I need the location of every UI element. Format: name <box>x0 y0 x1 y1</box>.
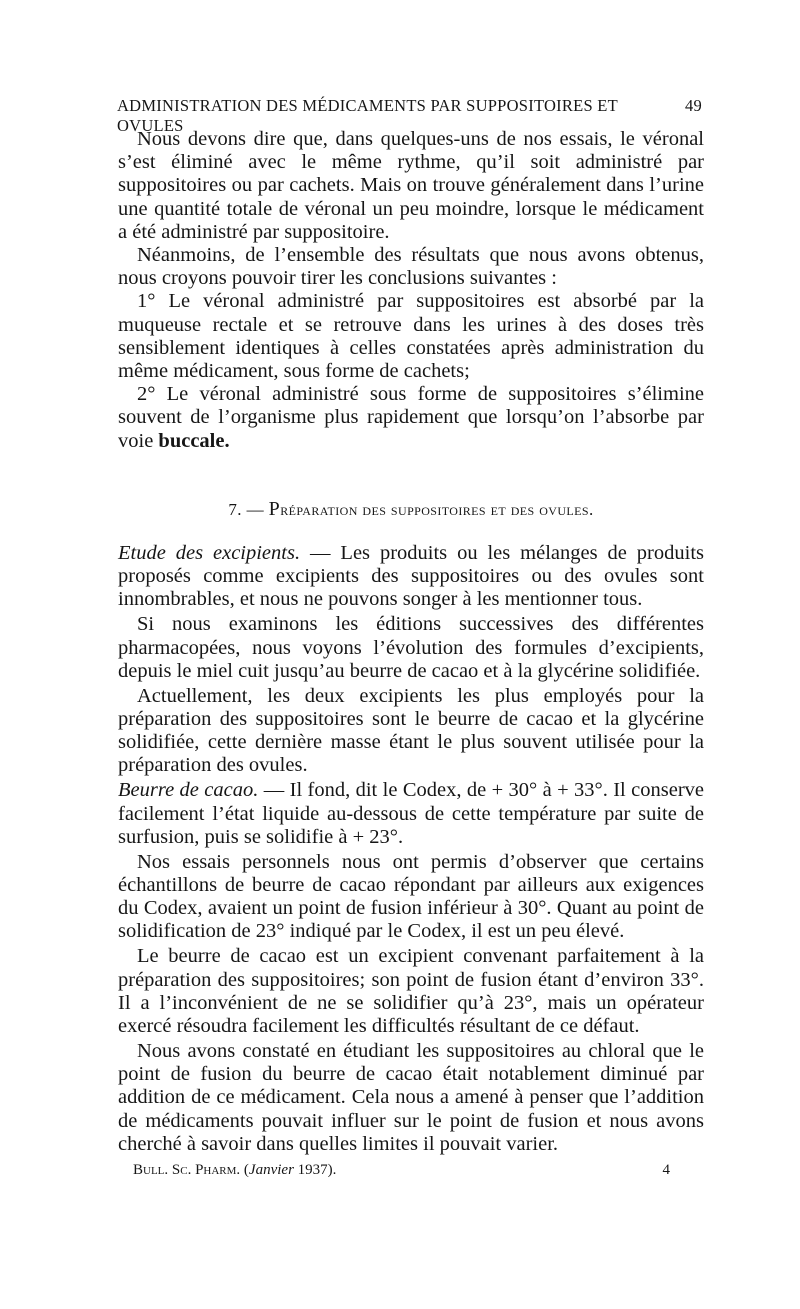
page-number: 49 <box>685 96 702 115</box>
paragraph <box>118 383 704 453</box>
journal-name: Bull. Sc. Pharm. <box>133 1162 241 1178</box>
paragraph-text: 2° Le véronal administré sous forme de suppositoires s’élimine souvent de l’organisme plus rapidement que lorsqu’on l’absorbe par voie <box>118 383 704 452</box>
paragraph-text: — Les produits ou les mélanges de produits proposés comme excipients des suppositoires ou des ovules sont innombrables, et nous ne pouvons songer à les mentionner tous. <box>118 542 704 611</box>
paragraph <box>118 779 704 849</box>
section-title: réparation des suppositoires et des ovules. <box>280 500 594 519</box>
subheading: Etude des excipients. <box>118 542 301 564</box>
paragraph: Le beurre de cacao est un excipient convenant parfaitement à la préparation des suppositoires; son point de fusion étant d’environ 33°. Il a l’inconvénient de ne se solidifier qu’à 23°, mais un opérateur exercé résoudra facilement les difficultés résultant de ce défaut. <box>118 945 704 1038</box>
section-title-initial: P <box>268 498 281 520</box>
paragraph: Si nous examinons les éditions successives des différentes pharmacopées, nous voyons l’évolution des formules d’excipients, depuis le miel cuit jusqu’au beurre de cacao et à la glycérine solidifiée. <box>118 613 704 682</box>
paragraph <box>118 542 704 612</box>
bold-word: buccale. <box>158 429 230 452</box>
paragraph: Actuellement, les deux excipients les plus employés pour la préparation des suppositoires sont le beurre de cacao et la glycérine solidifiée, cette dernière masse étant le plus souvent utilisée pour la préparation des ovules. <box>118 684 704 777</box>
issue-month: Janvier <box>248 1162 294 1178</box>
excipients-section <box>118 542 704 1158</box>
journal-citation <box>133 1162 336 1179</box>
paragraph: 1° Le véronal administré par suppositoires est absorbé par la muqueuse rectale et se retrouve dans les urines à des doses très sensiblement identiques à celles constatées après administration du même médicament, sous forme de cachets; <box>118 290 704 383</box>
section-number: 7. — <box>228 500 264 519</box>
conclusions-section <box>118 128 704 453</box>
date-paren: ( <box>243 1162 249 1178</box>
section-heading <box>118 498 704 521</box>
issue-year: 1937). <box>293 1162 337 1178</box>
paragraph: Nous avons constaté en étudiant les suppositoires au chloral que le point de fusion du beurre de cacao était notablement diminué par addition de ce médicament. Cela nous a amené à penser que l’addition de médicaments pouvait influer sur le point de fusion et nous avons cherché à savoir dans quelles limites il pouvait varier. <box>118 1040 704 1155</box>
paragraph: Nous devons dire que, dans quelques-uns de nos essais, le véronal s’est éliminé avec le même rythme, qu’il soit administré par suppositoires ou par cachets. Mais on trouve généralement dans l’urine une quantité totale de véronal un peu moindre, lorsque le médicament a été administré par suppositoire. <box>118 128 704 243</box>
paragraph: Nos essais personnels nous ont permis d’observer que certains échantillons de beurre de cacao répondant par ailleurs aux exigences du Codex, avaient un point de fusion inférieur à 30°. Quant au point de solidification de 23° indiqué par le Codex, il est un peu élevé. <box>118 850 704 943</box>
subheading: Beurre de cacao. <box>118 779 259 802</box>
paragraph-text: — Il fond, dit le Codex, de + 30° à + 33°. Il conserve facilement l’état liquide au-dessous de cette température par suite de surfusion, puis se solidifie à + 23°. <box>118 779 704 848</box>
paragraph: Néanmoins, de l’ensemble des résultats que nous avons obtenus, nous croyons pouvoir tirer les conclusions suivantes : <box>118 244 704 290</box>
running-title: ADMINISTRATION DES MÉDICAMENTS PAR SUPPOSITOIRES ET OVULES <box>117 96 618 135</box>
signature-number: 4 <box>662 1162 670 1178</box>
page-footer <box>133 1162 670 1179</box>
